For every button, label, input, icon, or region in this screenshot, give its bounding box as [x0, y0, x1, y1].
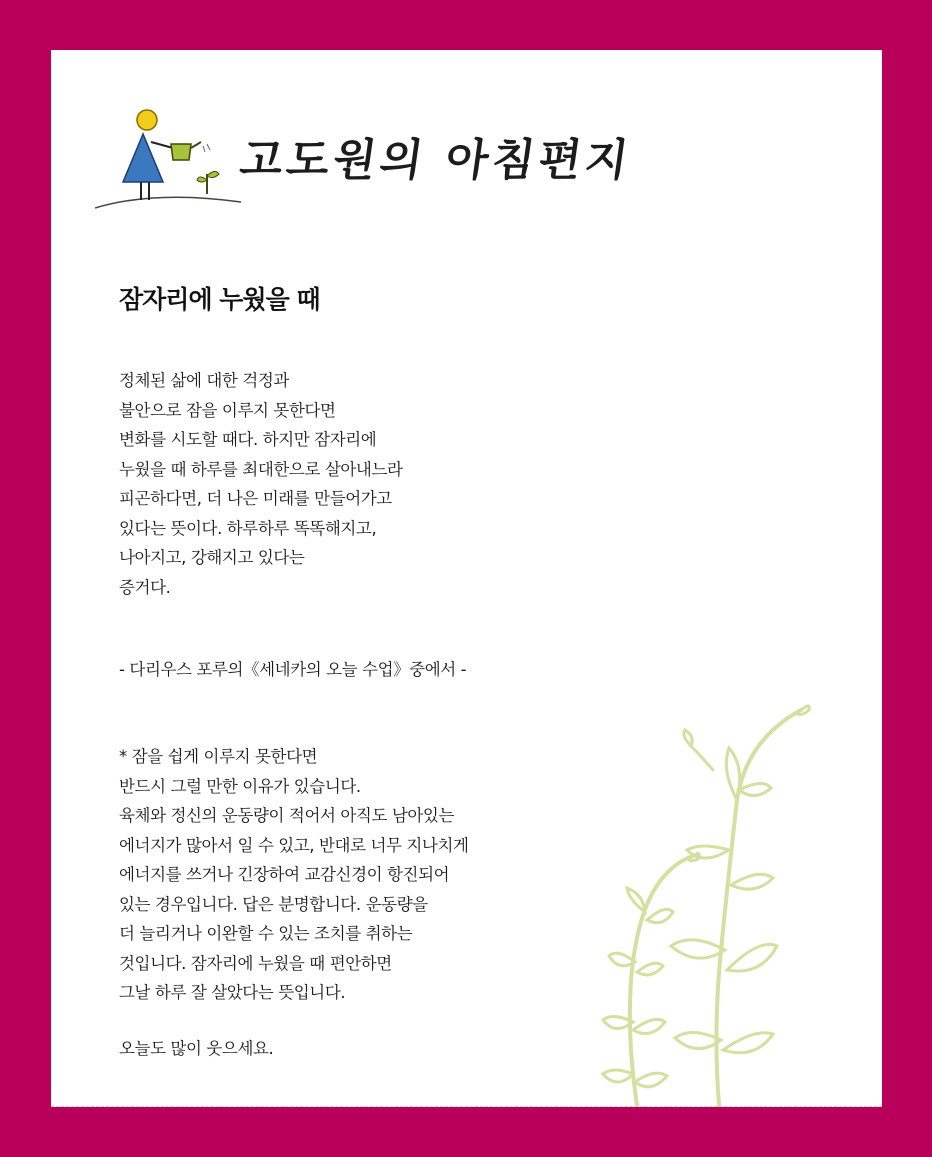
- note-line: 에너지를 쓰거나 긴장하여 교감신경이 항진되어: [119, 865, 450, 884]
- body-line: 증거다.: [119, 577, 171, 597]
- gardener-mascot-icon: [95, 104, 245, 214]
- note-line: 육체와 정신의 운동량이 적어서 아직도 남아있는: [119, 806, 455, 825]
- author-note: [119, 742, 469, 1008]
- body-line: 있다는 뜻이다. 하루하루 똑똑해지고,: [119, 518, 377, 538]
- body-line: 피곤하다면, 더 나은 미래를 만들어가고: [119, 489, 392, 508]
- article-title: 잠자리에 누웠을 때: [119, 285, 320, 314]
- closing-greeting: 오늘도 많이 웃으세요.: [119, 1039, 274, 1058]
- note-line: 있는 경우입니다. 답은 분명합니다. 운동량을: [119, 894, 428, 914]
- body-line: 변화를 시도할 때다. 하지만 잠자리에: [119, 430, 377, 449]
- article-body: [119, 366, 403, 602]
- body-line: 누웠을 때 하루를 최대한으로 살아내느라: [119, 459, 403, 479]
- body-line: 나아지고, 강해지고 있다는: [119, 548, 305, 567]
- body-line: 정체된 삶에 대한 걱정과: [119, 371, 289, 390]
- card-bottom-divider: [51, 1105, 882, 1107]
- body-line: 불안으로 잠을 이루지 못한다면: [119, 400, 336, 420]
- note-line: * 잠을 쉽게 이루지 못한다면: [119, 747, 318, 766]
- note-line: 그날 하루 잘 살았다는 뜻입니다.: [119, 983, 346, 1002]
- note-line: 것입니다. 잠자리에 누웠을 때 편안하면: [119, 953, 392, 973]
- quote-source: - 다리우스 포루의《세네카의 오늘 수업》중에서 -: [119, 660, 467, 679]
- note-line: 반드시 그럴 만한 이유가 있습니다.: [119, 776, 361, 796]
- site-logo[interactable]: [95, 104, 635, 214]
- letter-card: [51, 50, 882, 1107]
- note-line: 에너지가 많아서 일 수 있고, 반대로 너무 지나치게: [119, 835, 469, 855]
- note-line: 더 늘리거나 이완할 수 있는 조치를 취하는: [119, 924, 413, 943]
- vine-decoration-icon: [541, 650, 841, 1107]
- logo-title: 고도원의 아침편지: [236, 135, 636, 186]
